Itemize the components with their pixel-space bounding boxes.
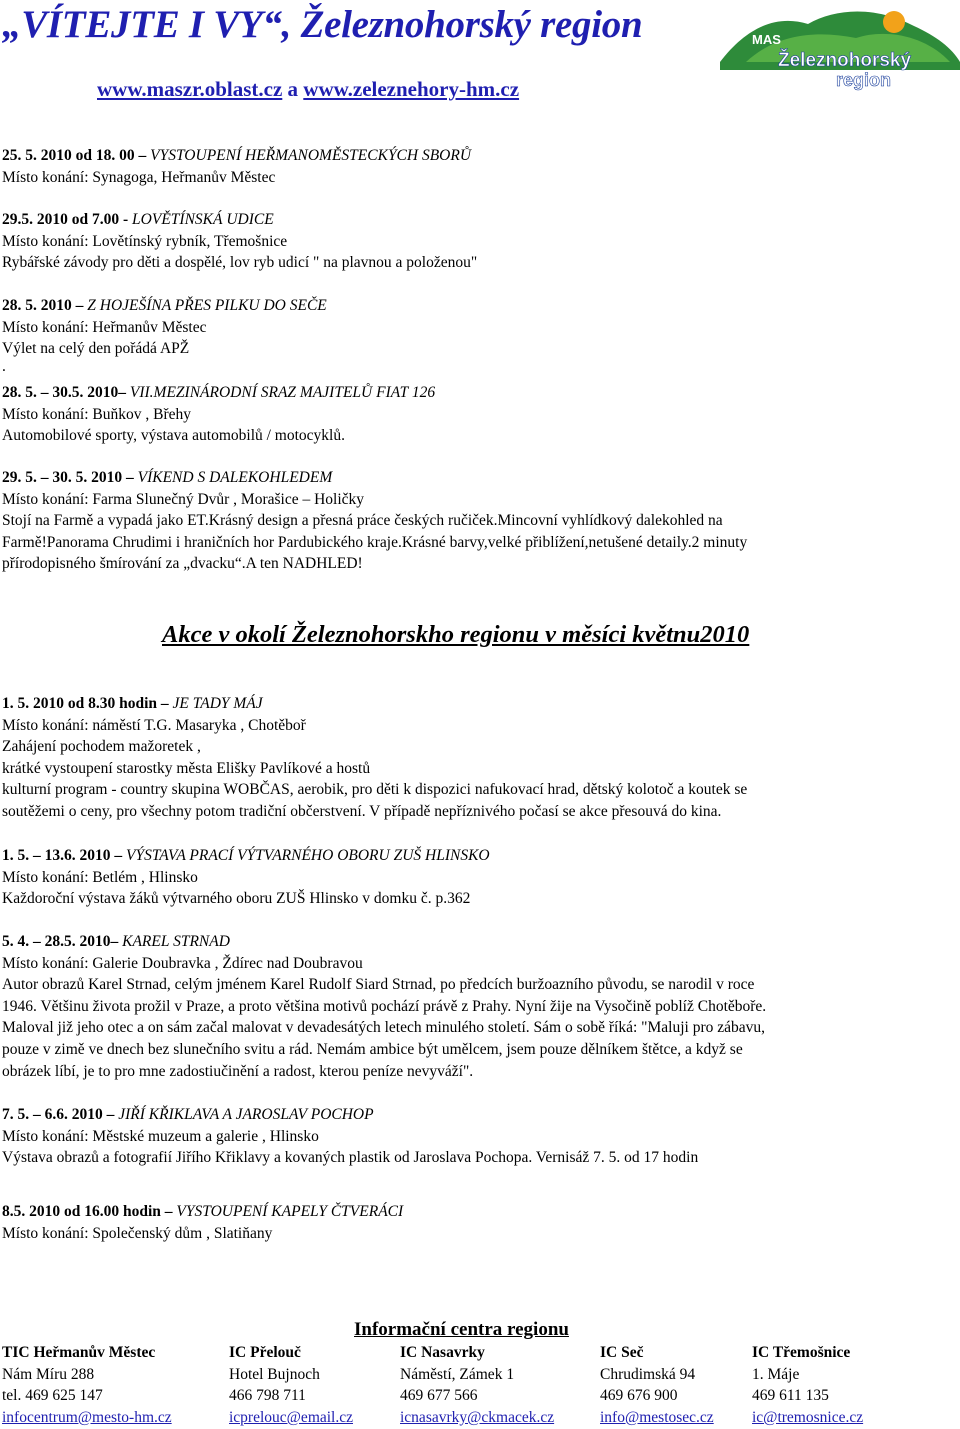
event-block bbox=[2, 467, 952, 575]
event-detail: Místo konání: Galerie Doubravka , Ždírec nad Doubravou bbox=[2, 954, 363, 972]
info-center-name: IC Třemošnice bbox=[752, 1344, 851, 1361]
event-title: VYSTOUPENÍ HEŘMANOMĚSTECKÝCH SBORŮ bbox=[150, 147, 472, 164]
event-detail: Výlet na celý den pořádá APŽ bbox=[2, 340, 190, 358]
event-title: KAREL STRNAD bbox=[122, 933, 230, 950]
info-center-email[interactable]: ic@tremosnice.cz bbox=[752, 1408, 864, 1426]
info-center-phone: 469 677 566 bbox=[400, 1387, 478, 1405]
event-title: JE TADY MÁJ bbox=[172, 695, 263, 712]
event-detail: Zahájení pochodem mažoretek , bbox=[2, 738, 201, 756]
event-detail: kulturní program - country skupina WOBČAS, aerobik, pro děti k dispozici nafukovací hrad, dětský kolotoč a koutek se bbox=[2, 781, 748, 799]
info-center-address: 1. Máje bbox=[752, 1365, 800, 1383]
event-title: LOVĚTÍNSKÁ UDICE bbox=[132, 211, 274, 228]
event-detail: Farmě!Panorama Chrudimi i hraničních hor Pardubického kraje.Krásné barvy,velké přiblížení,netušené detaily.2 minuty bbox=[2, 533, 748, 551]
info-center-phone: 466 798 711 bbox=[229, 1387, 306, 1405]
event-detail: Místo konání: Synagoga, Heřmanův Městec bbox=[2, 168, 276, 186]
event-detail: Místo konání: Betlém , Hlinsko bbox=[2, 868, 198, 886]
info-center bbox=[600, 1342, 714, 1428]
event-title: VII.MEZINÁRODNÍ SRAZ MAJITELŮ FIAT 126 bbox=[129, 384, 436, 401]
event-detail: soutěžemi o ceny, pro všechny potom tradiční občerstvení. V případě nepříznivého počasí se akce přesouvá do kina. bbox=[2, 802, 722, 820]
info-center-email[interactable]: info@mestosec.cz bbox=[600, 1408, 714, 1426]
event-detail: Automobilové sporty, výstava automobilů / motocyklů. bbox=[2, 427, 345, 445]
event-block bbox=[2, 931, 952, 1082]
link-zeleznehory[interactable]: www.zeleznehory-hm.cz bbox=[303, 77, 520, 101]
event-date: 28. 5. – 30.5. 2010– bbox=[2, 384, 130, 401]
event-detail: pouze v zimě ve dnech bez slunečního svitu a rád. Nemám ambice být umělcem, jsem pouze dělníkem štětce, a když se bbox=[2, 1040, 743, 1058]
mas-region-logo bbox=[716, 4, 960, 94]
info-center-phone: tel. 469 625 147 bbox=[2, 1387, 103, 1405]
info-center-name: IC Nasavrky bbox=[400, 1344, 485, 1361]
event-date: 5. 4. – 28.5. 2010– bbox=[2, 933, 123, 950]
section-heading: Akce v okolí Železnohorskho regionu v měsíci květnu2010 bbox=[162, 621, 750, 648]
event-detail: Maloval již jeho otec a on sám začal malovat v devadesátých letech minulého století. Sám o sobě říká: "Maluji pro zábavu, bbox=[2, 1019, 766, 1037]
info-center-name: TIC Heřmanův Městec bbox=[2, 1344, 156, 1361]
event-date: 1. 5. 2010 od 8.30 hodin – bbox=[2, 695, 173, 712]
event-detail: Stojí na Farmě a vypadá jako ET.Krásný design a přesná práce českých ručiček.Mincovní vyhlídkový dalekohled na bbox=[2, 512, 723, 530]
info-center-email[interactable]: infocentrum@mesto-hm.cz bbox=[2, 1408, 172, 1426]
info-center-name: IC Seč bbox=[600, 1344, 644, 1361]
info-center bbox=[752, 1342, 863, 1428]
event-block bbox=[2, 209, 952, 274]
event-detail: Každoroční výstava žáků výtvarného oboru ZUŠ Hlinsko v domku č. p.362 bbox=[2, 890, 471, 908]
info-center bbox=[229, 1342, 353, 1428]
event-detail: Místo konání: náměstí T.G. Masaryka , Chotěboř bbox=[2, 716, 306, 734]
event-detail: Místo konání: Heřmanův Městec bbox=[2, 318, 207, 336]
event-title: VÍKEND S DALEKOHLEDEM bbox=[137, 469, 333, 486]
event-detail: Rybářské závody pro děti a dospělé, lov ryb udicí " na plavnou a položenou" bbox=[2, 254, 478, 272]
event-title: VÝSTAVA PRACÍ VÝTVARNÉHO OBORU ZUŠ HLINSKO bbox=[126, 847, 490, 864]
event-block bbox=[2, 693, 952, 823]
info-center-name: IC Přelouč bbox=[229, 1344, 301, 1361]
event-detail: krátké vystoupení starostky města Elišky Pavlíkové a hostů bbox=[2, 759, 371, 777]
event-date: 8.5. 2010 od 16.00 hodin – bbox=[2, 1203, 177, 1220]
event-block bbox=[2, 1104, 952, 1169]
event-detail: Místo konání: Farma Slunečný Dvůr , Morašice – Holičky bbox=[2, 490, 365, 508]
event-block bbox=[2, 382, 952, 447]
link-maszr[interactable]: www.maszr.oblast.cz bbox=[97, 77, 283, 101]
info-center-address: Nám Míru 288 bbox=[2, 1365, 95, 1383]
info-center-email[interactable]: icprelouc@email.cz bbox=[229, 1408, 353, 1426]
event-date: 1. 5. – 13.6. 2010 – bbox=[2, 847, 126, 864]
event-block bbox=[2, 845, 952, 910]
info-center-address: Hotel Bujnoch bbox=[229, 1365, 320, 1383]
info-center bbox=[2, 1342, 172, 1428]
info-center-phone: 469 611 135 bbox=[752, 1387, 829, 1405]
logo-mas-text: MAS bbox=[752, 32, 781, 47]
event-date: 7. 5. – 6.6. 2010 – bbox=[2, 1106, 119, 1123]
event-date: 29.5. 2010 od 7.00 - bbox=[2, 211, 133, 228]
event-date: 25. 5. 2010 od 18. 00 – bbox=[2, 147, 151, 164]
event-detail: 1946. Většinu života prožil v Praze, a proto většina motivů pochází právě z Prahy. Nyní žije na Vysočině poblíž Chotěboře. bbox=[2, 997, 767, 1015]
event-detail: Autor obrazů Karel Strnad, celým jménem Karel Rudolf Siard Strnad, po předcích buržoazního původu, se narodil v roce bbox=[2, 976, 755, 994]
info-center bbox=[400, 1342, 554, 1428]
event-block bbox=[2, 145, 952, 188]
event-detail: Místo konání: Městské muzeum a galerie , Hlinsko bbox=[2, 1127, 319, 1145]
link-separator: a bbox=[282, 77, 304, 101]
info-center-email[interactable]: icnasavrky@ckmacek.cz bbox=[400, 1408, 555, 1426]
info-centers-heading: Informační centra regionu bbox=[354, 1319, 569, 1340]
event-date: 29. 5. – 30. 5. 2010 – bbox=[2, 469, 138, 486]
event-block bbox=[2, 295, 952, 374]
event-detail: Místo konání: Lovětínský rybník, Třemošnice bbox=[2, 232, 288, 250]
event-title: VYSTOUPENÍ KAPELY ČTVERÁCI bbox=[176, 1203, 404, 1220]
logo-line1-text: Železnohorský bbox=[778, 50, 912, 71]
page-title: „VÍTEJTE I VY“, Železnohorský region bbox=[2, 3, 643, 46]
event-detail: Místo konání: Společenský dům , Slatiňany bbox=[2, 1224, 273, 1242]
event-block bbox=[2, 1201, 952, 1244]
website-links bbox=[97, 76, 519, 102]
info-center-address: Chrudimská 94 bbox=[600, 1365, 696, 1383]
event-detail: Výstava obrazů a fotografií Jiřího Křiklavy a kovaných plastik od Jaroslava Pochopa. Vernisáž 7. 5. od 17 hodin bbox=[2, 1149, 699, 1167]
event-title: JIŘÍ KŘIKLAVA A JAROSLAV POCHOP bbox=[118, 1106, 374, 1123]
info-center-address: Náměstí, Zámek 1 bbox=[400, 1365, 515, 1383]
event-title: Z HOJEŠÍNA PŘES PILKU DO SEČE bbox=[87, 297, 327, 314]
event-detail: Místo konání: Buňkov , Břehy bbox=[2, 405, 192, 423]
logo-line2-text: region bbox=[836, 70, 892, 90]
info-center-phone: 469 676 900 bbox=[600, 1387, 678, 1405]
event-detail: přírodopisného šmírování za „dvacku“.A ten NADHLED! bbox=[2, 555, 363, 573]
event-date: 28. 5. 2010 – bbox=[2, 297, 88, 314]
event-detail: obrázek líbí, je to pro mne zadostiučinění a radost, kterou peníze nevyváží". bbox=[2, 1062, 474, 1080]
event-detail: . bbox=[2, 357, 6, 375]
